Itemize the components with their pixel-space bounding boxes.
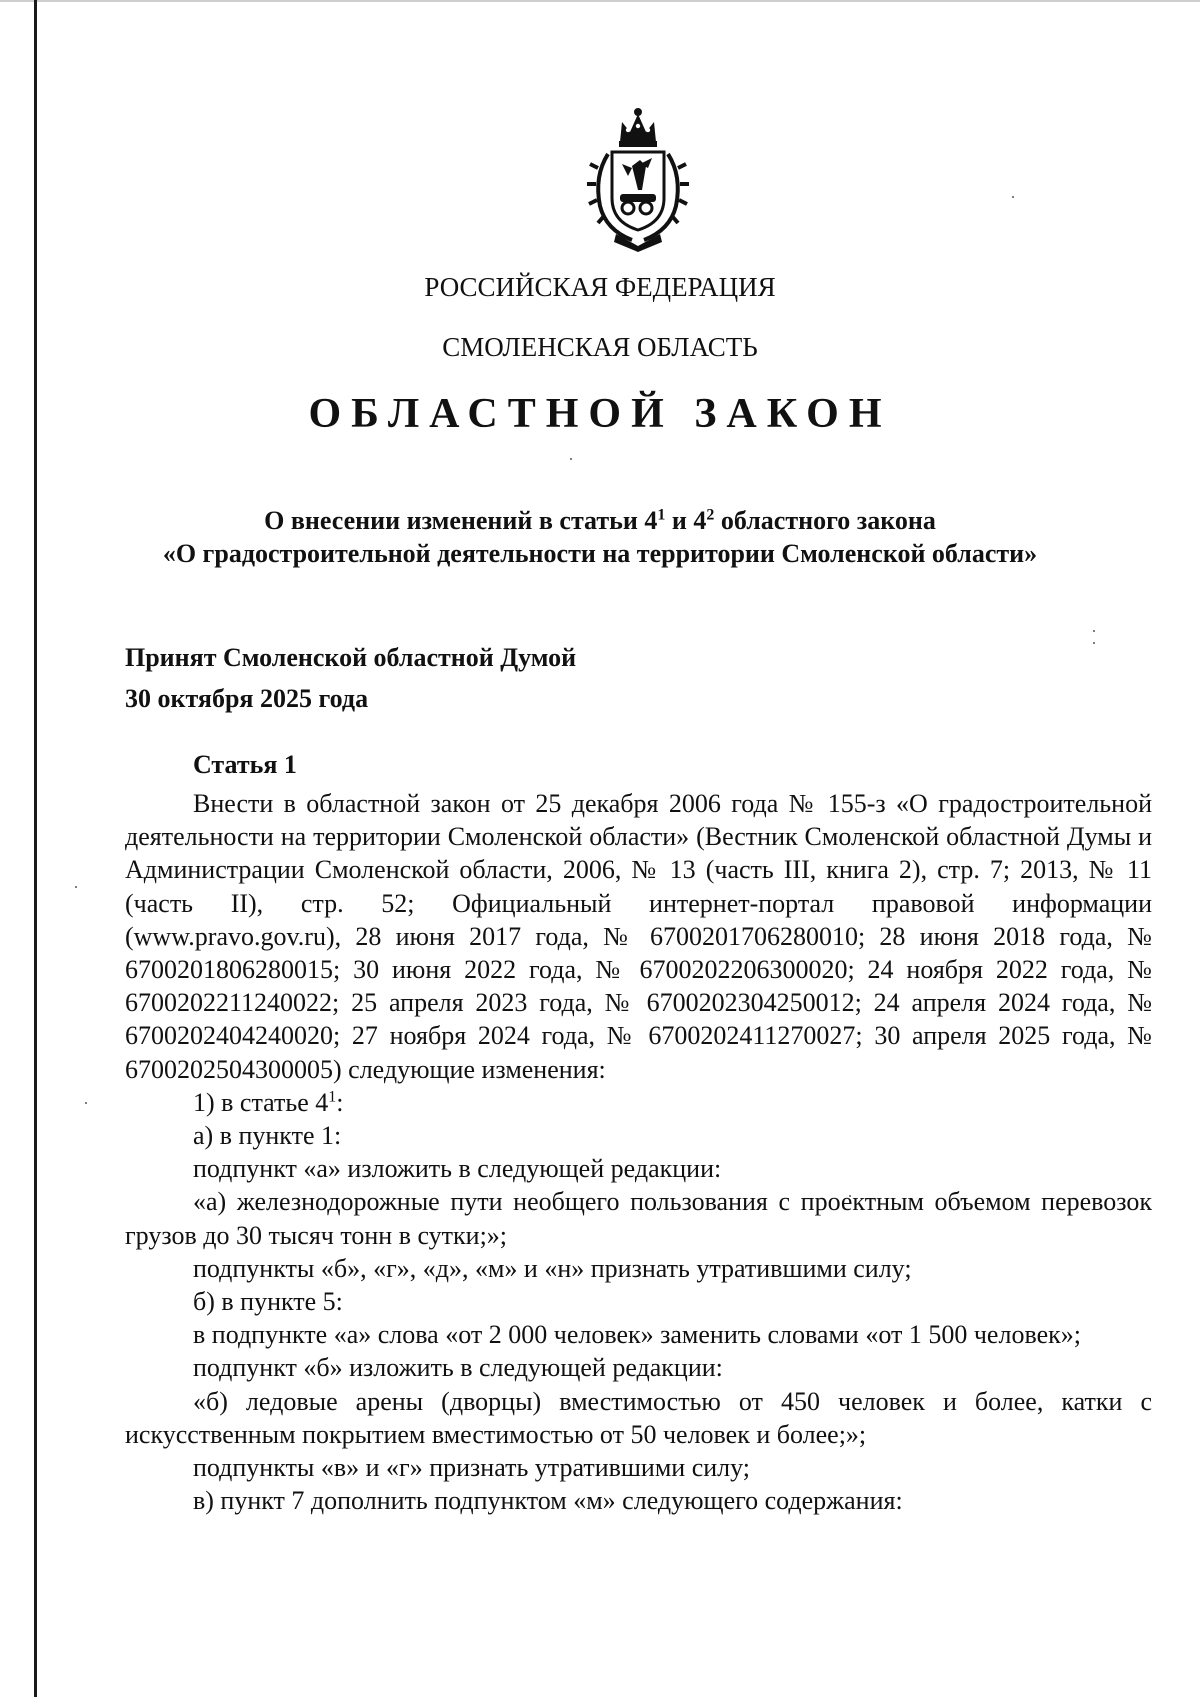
- law-title-line-2: «О градостроительной деятельности на территории Смоленской области»: [162, 539, 1038, 568]
- item-1-a: а) в пункте 1:: [193, 1121, 342, 1151]
- coat-of-arms-emblem: [582, 106, 694, 252]
- adoption-date: 30 октября 2025 года: [125, 684, 369, 713]
- country-heading: РОССИЙСКАЯ ФЕДЕРАЦИЯ: [424, 272, 776, 302]
- law-title-line-1: О внесении изменений в статьи $4^1$ и $4^2$ областного закона: [264, 506, 936, 535]
- item-1: 1) в статье $4^1$:: [193, 1087, 344, 1117]
- item-1-c: в) пункт 7 дополнить подпунктом «м» следующего содержания:: [193, 1486, 903, 1516]
- scan-speck: [1093, 642, 1095, 644]
- item-1-b-text-4: подпункты «в» и «г» признать утратившими силу;: [193, 1453, 751, 1483]
- article-heading: Статья 1: [193, 750, 297, 779]
- scan-left-edge: [34, 0, 37, 1697]
- scan-speck: [1093, 630, 1095, 632]
- item-1-b-text-2: подпункт «б» изложить в следующей редакции:: [193, 1353, 723, 1383]
- adoption-authority: Принят Смоленской областной Думой: [125, 643, 577, 672]
- item-1-a-text-3: подпункты «б», «г», «д», «м» и «н» признать утратившими силу;: [193, 1253, 912, 1283]
- scan-speck: [570, 458, 572, 460]
- article-body: [125, 787, 1152, 1517]
- item-1-b-text-1: в подпункте «а» слова «от 2 000 человек» заменить словами «от 1 500 человек»;: [193, 1320, 1081, 1350]
- item-1-b: б) в пункте 5:: [193, 1287, 343, 1317]
- article-intro-paragraph: Внести в областной закон от 25 декабря 2006 года № 155-з «О градостроительной деятельности на территории Смоленской области» (Вестник Смоленской областной Думы и Администрации Смоленской области, 2006, № 13 (часть III, книга 2), стр. 7; 2013, № 11 (часть II), стр. 52; Официальный интернет-портал правовой информации (www.pravo.gov.ru), 28 июня 2017 года, № 6700201706280010; 28 июня 2018 года, № 6700201806280015; 30 июня 2022 года, № 6700202206300020; 24 ноября 2022 года, № 6700202211240022; 25 апреля 2023 года, № 6700202304250012; 24 апреля 2024 года, № 6700202404240020; 27 ноября 2024 года, № 6700202411270027; 30 апреля 2025 года, № 6700202504300005) следующие изменения:: [125, 789, 1152, 1084]
- item-1-b-text-3: «б) ледовые арены (дворцы) вместимостью от 450 человек и более, катки с искусственным покрытием вместимостью от 50 человек и более;»;: [125, 1386, 1152, 1449]
- item-1-a-text-1: подпункт «а» изложить в следующей редакции:: [193, 1154, 722, 1184]
- item-1-a-text-2: «а) железнодорожные пути необщего пользования с проектным объемом перевозок грузов до 30 тысяч тонн в сутки;»;: [125, 1187, 1152, 1250]
- scan-speck: [1012, 196, 1014, 198]
- region-heading: СМОЛЕНСКАЯ ОБЛАСТЬ: [442, 332, 758, 362]
- document-type-heading: ОБЛАСТНОЙ ЗАКОН: [308, 391, 892, 437]
- scan-speck: [75, 886, 77, 888]
- scan-speck: [85, 1102, 87, 1104]
- scan-top-edge: [0, 0, 1200, 2]
